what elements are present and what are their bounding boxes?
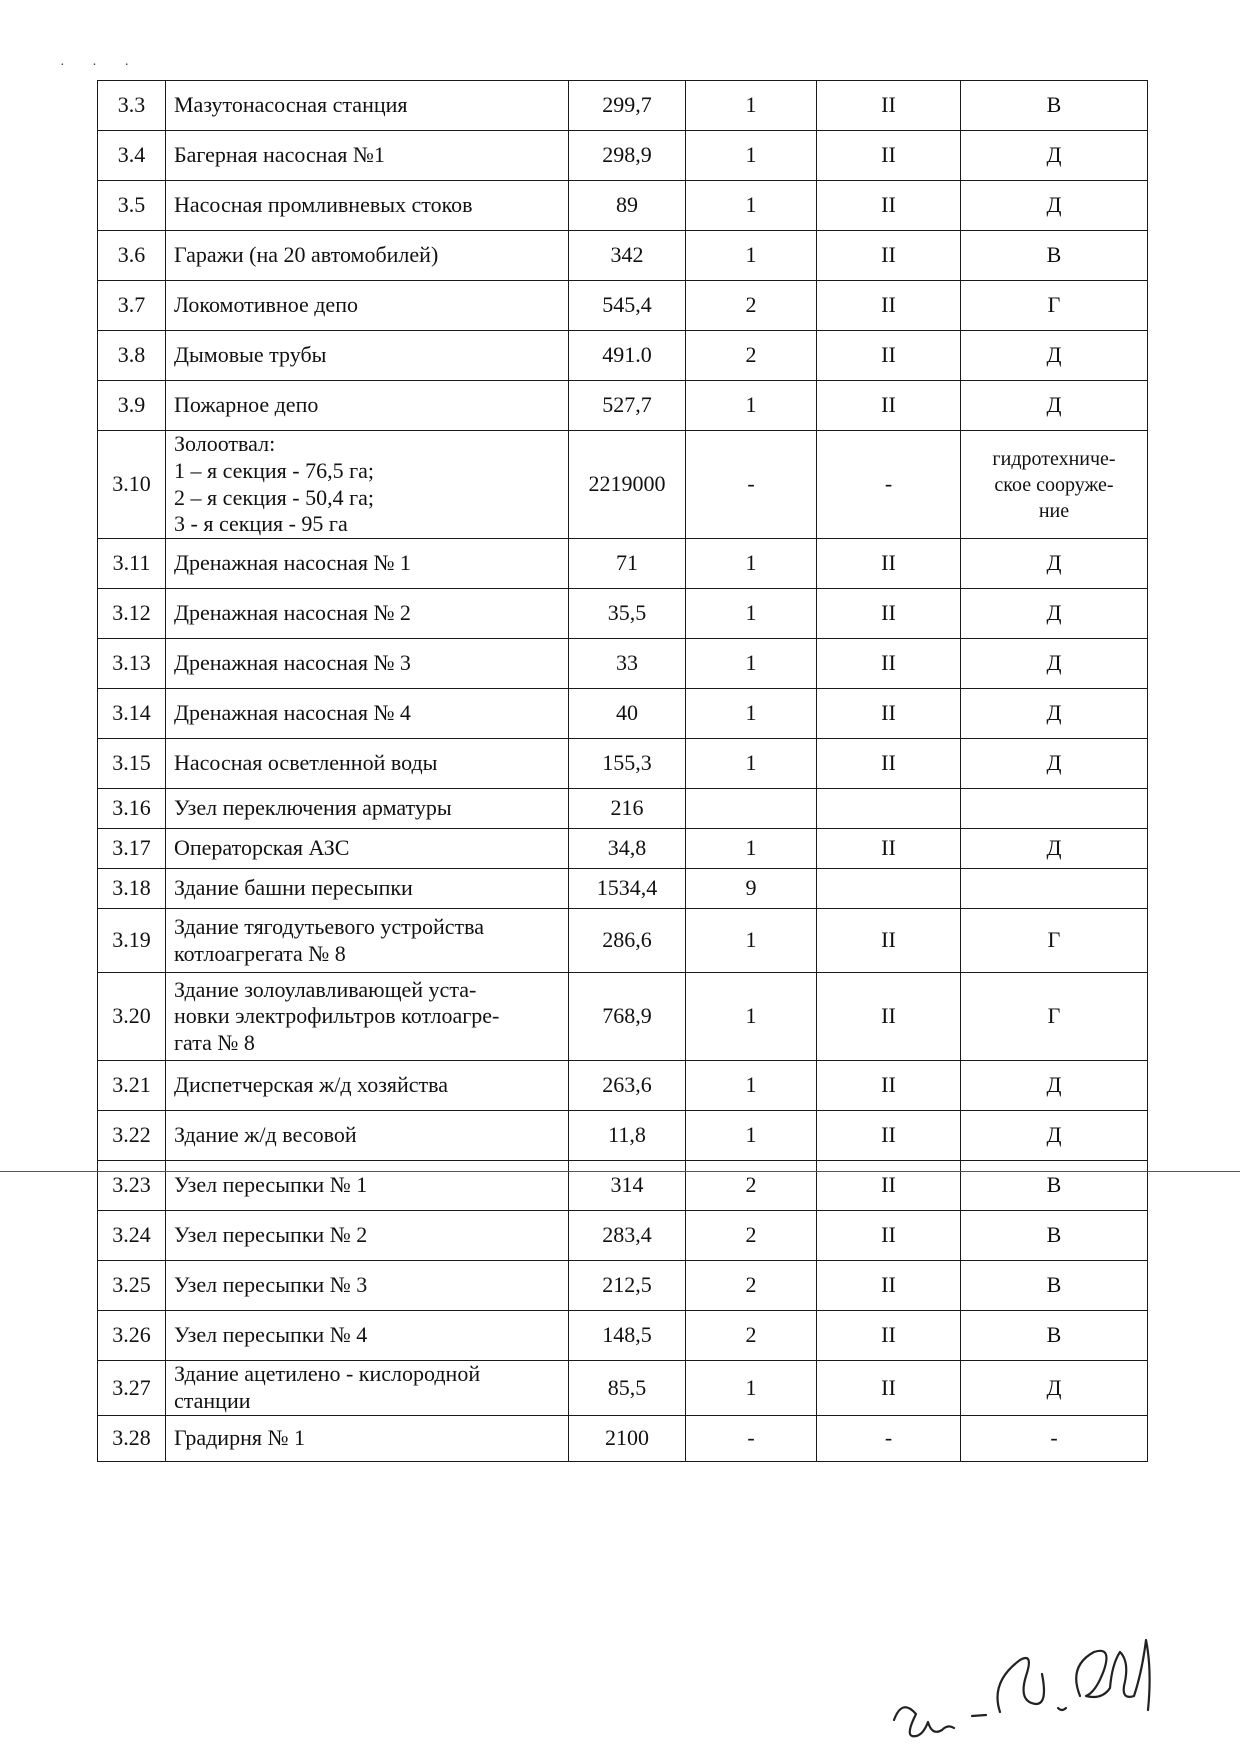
floor-count: 1 bbox=[686, 829, 817, 869]
table-row bbox=[98, 81, 1148, 131]
floor-count: 1 bbox=[686, 589, 817, 639]
fire-resistance-degree: II bbox=[817, 181, 961, 231]
fire-resistance-degree: II bbox=[817, 1311, 961, 1361]
floor-count: 1 bbox=[686, 539, 817, 589]
floor-count: 1 bbox=[686, 81, 817, 131]
building-name bbox=[166, 869, 569, 909]
table-row bbox=[98, 131, 1148, 181]
floor-count: 1 bbox=[686, 909, 817, 973]
table-row bbox=[98, 1261, 1148, 1311]
row-number: 3.22 bbox=[98, 1111, 166, 1161]
row-number: 3.8 bbox=[98, 331, 166, 381]
fire-hazard-category: Д bbox=[961, 539, 1148, 589]
fire-resistance-degree: II bbox=[817, 689, 961, 739]
row-number: 3.16 bbox=[98, 789, 166, 829]
building-name bbox=[166, 789, 569, 829]
fire-hazard-category: Д bbox=[961, 381, 1148, 431]
fire-hazard-category: Г bbox=[961, 281, 1148, 331]
floor-count: 2 bbox=[686, 1211, 817, 1261]
building-name bbox=[166, 1261, 569, 1311]
table-row bbox=[98, 689, 1148, 739]
building-name-line: Здание тягодутьевого устройства bbox=[174, 913, 485, 939]
fire-hazard-category: Д bbox=[961, 639, 1148, 689]
floor-count: 1 bbox=[686, 639, 817, 689]
fire-resistance-degree: II bbox=[817, 281, 961, 331]
building-name bbox=[166, 1361, 569, 1416]
building-area: 85,5 bbox=[569, 1361, 686, 1416]
row-number: 3.21 bbox=[98, 1061, 166, 1111]
building-name bbox=[166, 1161, 569, 1211]
building-name-line: Насосная промливневых стоков bbox=[174, 192, 473, 218]
table-row bbox=[98, 909, 1148, 973]
building-name bbox=[166, 589, 569, 639]
floor-count bbox=[686, 789, 817, 829]
building-area: 212,5 bbox=[569, 1261, 686, 1311]
building-name bbox=[166, 829, 569, 869]
table-row bbox=[98, 231, 1148, 281]
row-number: 3.9 bbox=[98, 381, 166, 431]
row-number: 3.14 bbox=[98, 689, 166, 739]
category-line: ское сооруже- bbox=[994, 473, 1114, 496]
floor-count: 1 bbox=[686, 1061, 817, 1111]
building-name-line: Градирня № 1 bbox=[174, 1425, 305, 1451]
building-name bbox=[166, 231, 569, 281]
row-number: 3.4 bbox=[98, 131, 166, 181]
building-name-line: 3 - я секция - 95 га bbox=[174, 511, 348, 537]
table-row bbox=[98, 539, 1148, 589]
fire-resistance-degree: II bbox=[817, 539, 961, 589]
building-name-line: Здание башни пересыпки bbox=[174, 875, 413, 901]
fire-resistance-degree: - bbox=[817, 1415, 961, 1461]
building-name bbox=[166, 1415, 569, 1461]
floor-count: 1 bbox=[686, 1361, 817, 1416]
floor-count: 2 bbox=[686, 281, 817, 331]
building-name-line: Багерная насосная №1 bbox=[174, 142, 385, 168]
scan-fold-line bbox=[0, 1171, 1240, 1172]
building-name bbox=[166, 331, 569, 381]
fire-hazard-category: - bbox=[961, 1415, 1148, 1461]
table-row bbox=[98, 639, 1148, 689]
floor-count: 1 bbox=[686, 231, 817, 281]
fire-resistance-degree: II bbox=[817, 829, 961, 869]
table-row bbox=[98, 281, 1148, 331]
table-row bbox=[98, 973, 1148, 1061]
table-row bbox=[98, 869, 1148, 909]
building-area: 155,3 bbox=[569, 739, 686, 789]
building-area: 299,7 bbox=[569, 81, 686, 131]
building-name-line: Операторская АЗС bbox=[174, 835, 350, 861]
row-number: 3.24 bbox=[98, 1211, 166, 1261]
table-row bbox=[98, 1415, 1148, 1461]
row-number: 3.12 bbox=[98, 589, 166, 639]
building-name bbox=[166, 1061, 569, 1111]
building-name-line: Узел пересыпки № 1 bbox=[174, 1172, 368, 1198]
fire-hazard-category: Д bbox=[961, 689, 1148, 739]
building-name-line: Гаражи (на 20 автомобилей) bbox=[174, 242, 439, 268]
building-area: 2219000 bbox=[569, 431, 686, 539]
fire-resistance-degree: II bbox=[817, 331, 961, 381]
building-name-line: Узел пересыпки № 2 bbox=[174, 1222, 368, 1248]
building-name bbox=[166, 1211, 569, 1261]
building-name-line: Диспетчерская ж/д хозяйства bbox=[174, 1072, 449, 1098]
building-name-line: Локомотивное депо bbox=[174, 292, 358, 318]
category-line: гидротехниче- bbox=[992, 447, 1116, 470]
building-name-line: Здание ж/д весовой bbox=[174, 1122, 357, 1148]
building-name-line: Дренажная насосная № 2 bbox=[174, 600, 411, 626]
fire-hazard-category: В bbox=[961, 81, 1148, 131]
floor-count: 2 bbox=[686, 1311, 817, 1361]
row-number: 3.11 bbox=[98, 539, 166, 589]
fire-resistance-degree: II bbox=[817, 1361, 961, 1416]
table-row bbox=[98, 181, 1148, 231]
floor-count: 1 bbox=[686, 689, 817, 739]
fire-hazard-category: Д bbox=[961, 829, 1148, 869]
fire-resistance-degree: II bbox=[817, 589, 961, 639]
fire-hazard-category: Д bbox=[961, 131, 1148, 181]
row-number: 3.10 bbox=[98, 431, 166, 539]
floor-count: 2 bbox=[686, 331, 817, 381]
building-name-line: котлоагрегата № 8 bbox=[174, 940, 346, 966]
building-name bbox=[166, 639, 569, 689]
building-area: 33 bbox=[569, 639, 686, 689]
floor-count: 1 bbox=[686, 381, 817, 431]
fire-hazard-category: Д bbox=[961, 1061, 1148, 1111]
building-area: 148,5 bbox=[569, 1311, 686, 1361]
scan-specks: · · · bbox=[60, 58, 141, 73]
building-area: 216 bbox=[569, 789, 686, 829]
building-name-line: новки электрофильтров котлоагре- bbox=[174, 1003, 500, 1029]
building-area: 89 bbox=[569, 181, 686, 231]
building-name-line: Дренажная насосная № 4 bbox=[174, 700, 411, 726]
building-name-line: Золоотвал: bbox=[174, 431, 276, 456]
fire-resistance-degree bbox=[817, 869, 961, 909]
building-area: 491.0 bbox=[569, 331, 686, 381]
building-name-line: Дренажная насосная № 3 bbox=[174, 650, 411, 676]
building-name-line: Здание золоулавливающей уста- bbox=[174, 976, 477, 1002]
building-area: 40 bbox=[569, 689, 686, 739]
table-row bbox=[98, 1111, 1148, 1161]
row-number: 3.26 bbox=[98, 1311, 166, 1361]
building-area: 35,5 bbox=[569, 589, 686, 639]
building-name bbox=[166, 281, 569, 331]
building-name-line: Насосная осветленной воды bbox=[174, 750, 438, 776]
building-name bbox=[166, 181, 569, 231]
building-name bbox=[166, 909, 569, 973]
fire-hazard-category bbox=[961, 431, 1148, 539]
table-row bbox=[98, 431, 1148, 539]
building-name-line: Мазутонасосная станция bbox=[174, 92, 408, 118]
building-name bbox=[166, 689, 569, 739]
building-area: 768,9 bbox=[569, 973, 686, 1061]
fire-resistance-degree: II bbox=[817, 973, 961, 1061]
building-name-line: гата № 8 bbox=[174, 1030, 255, 1056]
table-row bbox=[98, 1061, 1148, 1111]
buildings-table bbox=[97, 80, 1148, 1462]
building-name-line: 2 – я секция - 50,4 га; bbox=[174, 484, 374, 510]
table-row bbox=[98, 829, 1148, 869]
table-row bbox=[98, 589, 1148, 639]
row-number: 3.13 bbox=[98, 639, 166, 689]
row-number: 3.28 bbox=[98, 1415, 166, 1461]
table-row bbox=[98, 381, 1148, 431]
fire-resistance-degree bbox=[817, 789, 961, 829]
row-number: 3.23 bbox=[98, 1161, 166, 1211]
fire-hazard-category: В bbox=[961, 1311, 1148, 1361]
building-name-line: станции bbox=[174, 1388, 251, 1414]
floor-count: 9 bbox=[686, 869, 817, 909]
building-area: 283,4 bbox=[569, 1211, 686, 1261]
building-name-line: Узел переключения арматуры bbox=[174, 795, 452, 821]
fire-hazard-category: Д bbox=[961, 739, 1148, 789]
building-area: 545,4 bbox=[569, 281, 686, 331]
building-name bbox=[166, 739, 569, 789]
building-name-line: 1 – я секция - 76,5 га; bbox=[174, 457, 374, 483]
floor-count: 1 bbox=[686, 181, 817, 231]
building-name-line: Здание ацетилено - кислородной bbox=[174, 1361, 481, 1387]
building-name bbox=[166, 1311, 569, 1361]
floor-count: - bbox=[686, 431, 817, 539]
fire-resistance-degree: II bbox=[817, 1161, 961, 1211]
building-name-line: Пожарное депо bbox=[174, 392, 319, 418]
building-area: 1534,4 bbox=[569, 869, 686, 909]
row-number: 3.6 bbox=[98, 231, 166, 281]
row-number: 3.3 bbox=[98, 81, 166, 131]
row-number: 3.15 bbox=[98, 739, 166, 789]
fire-hazard-category: Д bbox=[961, 1361, 1148, 1416]
building-area: 263,6 bbox=[569, 1061, 686, 1111]
fire-hazard-category: Г bbox=[961, 973, 1148, 1061]
building-name bbox=[166, 431, 569, 539]
category-line: ние bbox=[1038, 499, 1070, 522]
fire-resistance-degree: II bbox=[817, 81, 961, 131]
building-name-line: Узел пересыпки № 4 bbox=[174, 1322, 368, 1348]
floor-count: 1 bbox=[686, 739, 817, 789]
table-row bbox=[98, 739, 1148, 789]
floor-count: 1 bbox=[686, 973, 817, 1061]
building-name bbox=[166, 381, 569, 431]
building-area: 342 bbox=[569, 231, 686, 281]
fire-hazard-category: В bbox=[961, 1261, 1148, 1311]
building-name bbox=[166, 539, 569, 589]
fire-resistance-degree: - bbox=[817, 431, 961, 539]
building-area: 34,8 bbox=[569, 829, 686, 869]
building-name bbox=[166, 1111, 569, 1161]
floor-count: - bbox=[686, 1415, 817, 1461]
fire-hazard-category: В bbox=[961, 1161, 1148, 1211]
table-row bbox=[98, 1311, 1148, 1361]
table-row bbox=[98, 1361, 1148, 1416]
building-area: 11,8 bbox=[569, 1111, 686, 1161]
fire-resistance-degree: II bbox=[817, 909, 961, 973]
fire-resistance-degree: II bbox=[817, 1261, 961, 1311]
building-area: 71 bbox=[569, 539, 686, 589]
building-name-line: Дренажная насосная № 1 bbox=[174, 550, 411, 576]
fire-hazard-category: Д bbox=[961, 331, 1148, 381]
row-number: 3.25 bbox=[98, 1261, 166, 1311]
floor-count: 1 bbox=[686, 1111, 817, 1161]
row-number: 3.20 bbox=[98, 973, 166, 1061]
handwritten-signature bbox=[880, 1600, 1200, 1750]
fire-resistance-degree: II bbox=[817, 231, 961, 281]
row-number: 3.5 bbox=[98, 181, 166, 231]
building-name-line: Дымовые трубы bbox=[174, 342, 327, 368]
building-name bbox=[166, 131, 569, 181]
table-row bbox=[98, 1161, 1148, 1211]
fire-hazard-category bbox=[961, 789, 1148, 829]
fire-resistance-degree: II bbox=[817, 1111, 961, 1161]
row-number: 3.18 bbox=[98, 869, 166, 909]
fire-hazard-category: В bbox=[961, 1211, 1148, 1261]
building-name bbox=[166, 81, 569, 131]
row-number: 3.19 bbox=[98, 909, 166, 973]
fire-resistance-degree: II bbox=[817, 1061, 961, 1111]
fire-hazard-category: Д bbox=[961, 181, 1148, 231]
fire-resistance-degree: II bbox=[817, 639, 961, 689]
floor-count: 2 bbox=[686, 1161, 817, 1211]
building-area: 2100 bbox=[569, 1415, 686, 1461]
fire-hazard-category bbox=[961, 869, 1148, 909]
building-area: 286,6 bbox=[569, 909, 686, 973]
table-row bbox=[98, 789, 1148, 829]
fire-hazard-category: Д bbox=[961, 1111, 1148, 1161]
fire-resistance-degree: II bbox=[817, 131, 961, 181]
row-number: 3.17 bbox=[98, 829, 166, 869]
fire-hazard-category: Д bbox=[961, 589, 1148, 639]
building-name-line: Узел пересыпки № 3 bbox=[174, 1272, 368, 1298]
floor-count: 2 bbox=[686, 1261, 817, 1311]
row-number: 3.27 bbox=[98, 1361, 166, 1416]
table-body bbox=[98, 81, 1148, 1462]
building-area: 527,7 bbox=[569, 381, 686, 431]
building-area: 298,9 bbox=[569, 131, 686, 181]
building-name bbox=[166, 973, 569, 1061]
fire-hazard-category: Г bbox=[961, 909, 1148, 973]
table-row bbox=[98, 1211, 1148, 1261]
fire-resistance-degree: II bbox=[817, 381, 961, 431]
fire-hazard-category: В bbox=[961, 231, 1148, 281]
table-row bbox=[98, 331, 1148, 381]
row-number: 3.7 bbox=[98, 281, 166, 331]
floor-count: 1 bbox=[686, 131, 817, 181]
fire-resistance-degree: II bbox=[817, 739, 961, 789]
fire-resistance-degree: II bbox=[817, 1211, 961, 1261]
building-area: 314 bbox=[569, 1161, 686, 1211]
